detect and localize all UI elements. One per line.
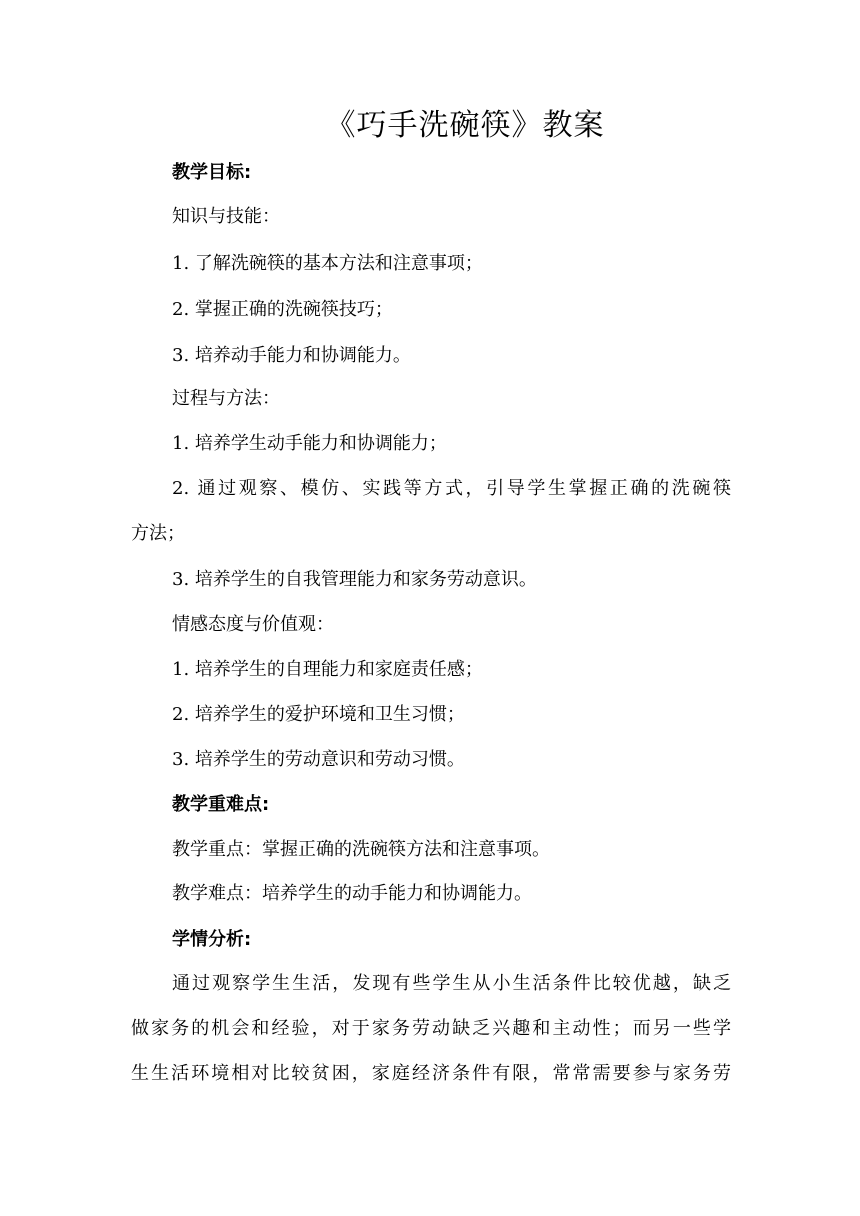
analysis-paragraph-line: 通过观察学生生活，发现有些学生从小生活条件比较优越，缺乏 [172, 973, 731, 994]
knowledge-heading: 知识与技能： [172, 206, 280, 227]
process-item: 3. 培养学生的自我管理能力和家务劳动意识。 [172, 569, 537, 590]
emotion-item: 1. 培养学生的自理能力和家庭责任感； [172, 659, 483, 680]
key-points-heading: 教学重难点: [172, 794, 270, 815]
analysis-paragraph-line: 生生活环境相对比较贫困，家庭经济条件有限，常常需要参与家务劳 [131, 1063, 731, 1084]
analysis-paragraph-line: 做家务的机会和经验，对于家务劳动缺乏兴趣和主动性；而另一些学 [131, 1018, 731, 1039]
process-item: 2. 通过观察、模仿、实践等方式，引导学生掌握正确的洗碗筷 [172, 478, 731, 499]
knowledge-item: 3. 培养动手能力和协调能力。 [172, 345, 411, 366]
difficult-point: 教学难点：培养学生的动手能力和协调能力。 [172, 883, 532, 904]
document-title: 《巧手洗碗筷》教案 [325, 108, 605, 143]
process-item: 1. 培养学生动手能力和协调能力； [172, 433, 447, 454]
emotion-item: 3. 培养学生的劳动意识和劳动习惯。 [172, 749, 465, 770]
process-item-continuation: 方法； [131, 523, 185, 544]
knowledge-item: 2. 掌握正确的洗碗筷技巧； [172, 299, 393, 320]
key-point: 教学重点：掌握正确的洗碗筷方法和注意事项。 [172, 839, 550, 860]
process-heading: 过程与方法： [172, 388, 280, 409]
analysis-heading: 学情分析: [172, 929, 252, 950]
emotion-item: 2. 培养学生的爱护环境和卫生习惯； [172, 704, 465, 725]
goals-heading: 教学目标: [172, 162, 252, 183]
knowledge-item: 1. 了解洗碗筷的基本方法和注意事项； [172, 253, 483, 274]
emotion-heading: 情感态度与价值观： [172, 614, 334, 635]
